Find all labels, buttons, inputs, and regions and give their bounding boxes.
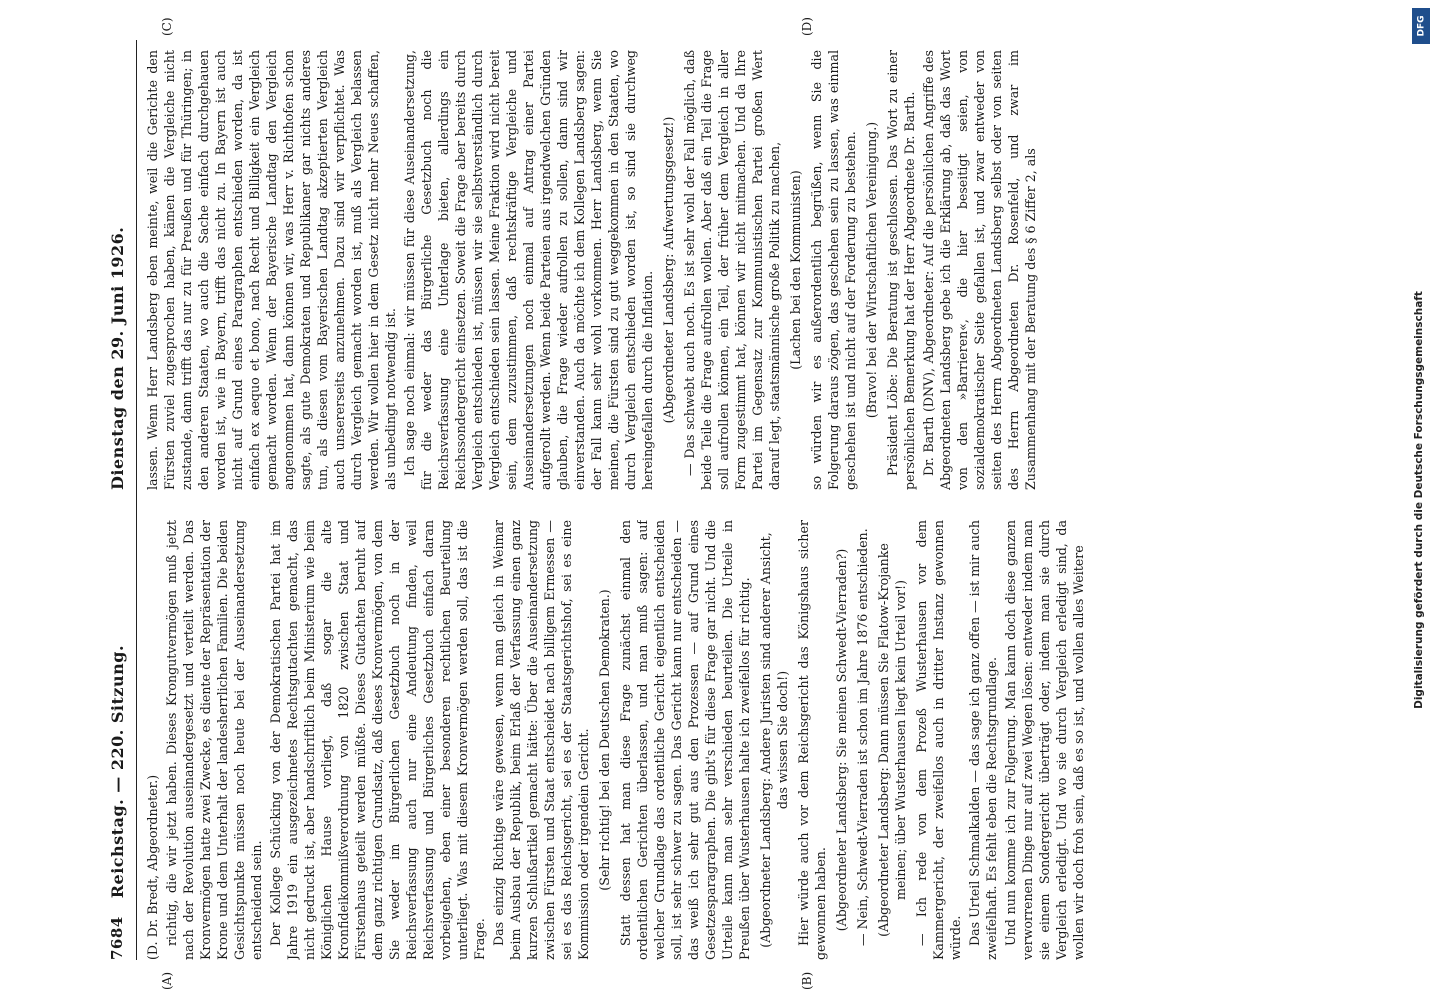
- page-content: [100, 17, 1400, 990]
- page-header: [100, 40, 137, 960]
- right-column: [144, 50, 1384, 490]
- paragraph: Statt dessen hat man diese Frage zunächst einmal den ordentlichen Gerichten überlassen, und man muß sagen: auf welcher Grundlage das ordentliche Gericht eigentlich entscheiden soll, ist sehr schwer zu sagen. Das Gericht kann nur entscheiden — das weiß ich sehr gut aus den Prozessen — auf Grund eines Gesetzesparagraphen. Die gibt's für diese Frage gar nicht. Und die Urteile kann man sehr verschieden beurteilen. Die Urteile in Preußen über Wusterhausen halte ich zweifellos für richtig.: [618, 520, 752, 960]
- digitization-note: [1408, 0, 1430, 1000]
- paragraph: Und nun komme ich zur Folgerung. Man kann doch diese ganzen verworrenen Dinge nur auf zwei Wegen lösen: entweder indem man sie einem Sondergericht überträgt oder, indem man sie durch Vergleich erledigt. Und wo sie durch Vergleich erledigt sind, da wollen wir doch froh sein, daß es so ist, und wollen alles Weitere: [1003, 520, 1086, 960]
- margin-marker-c: (C): [160, 17, 174, 36]
- interjection: (Abgeordneter Landsberg: Sie meinen Schwedt-Vierraden?): [834, 548, 849, 932]
- paragraph: Das einzig Richtige wäre gewesen, wenn man gleich in Weimar beim Ausbau der Republik, beim Erlaß der Verfassung einen ganz kurzen Schlußartikel gemacht hätte: Über die Auseinandersetzung zwischen Fürsten und Staat entscheidet nach billigem Ermessen — sei es das Reichsgericht, sei es der Staatsgerichtshof, sei es eine Kommission oder irgendein Gericht.: [491, 520, 591, 960]
- interjection: (Abgeordneter Landsberg: Andere Juristen sind anderer Ansicht, das wissen Sie doch!): [758, 532, 790, 948]
- rotated-page: [80, 0, 1420, 1000]
- header-left: [108, 530, 127, 960]
- interjection: (Lachen bei den Kommunisten): [788, 170, 803, 370]
- interjection: (Abgeordneter Landsberg: Dann müssen Sie Flatow-Krojanke meinen; über Wusterhausen liegt kein Urteil vor!): [876, 543, 908, 937]
- margin-marker-d: (D): [800, 17, 814, 36]
- paragraph: (D. Dr. Bredt, Abgeordneter.): [145, 774, 160, 960]
- paragraph: Ich sage noch einmal: wir müssen für diese Auseinandersetzung, für die weder das Bürgerliche Gesetzbuch noch die Reichsverfassung eine Unterlage bieten, allerdings ein Reichssondergericht einsetzen. Soweit die Frage aber bereits durch Vergleich entschieden ist, müssen wir sie selbstverständlich durch Vergleich entschieden sein lassen. Meine Fraktion wird nicht bereit sein, dem zuzustimmen, daß rechtskräftige Vergleiche und Auseinandersetzungen noch einmal auf Antrag einer Partei aufgerollt werden. Wenn beide Parteien aus irgendwelchen Gründen glauben, die Frage wieder aufrollen zu sollen, dann sind wir einverstanden. Auch da möchte ich dem Kollegen Landsberg sagen: der Fall kann sehr wohl vorkommen. Herr Landsberg, wenn Sie meinen, die Fürsten sind zu gut weggekommen in den Staaten, wo durch Vergleich entschieden worden ist, so sind sie durchweg hereingefallen durch die Inflation.: [402, 50, 655, 490]
- digitization-note-text: Digitalisierung gefördert durch die Deutsche Forschungsgemeinschaft: [1413, 291, 1425, 709]
- paragraph: Dr. Barth (DNV), Abgeordneter: Auf die persönlichen Angriffe des Abgeordneten Landsberg gebe ich die Erklärung ab, daß das Wort von den »Barrieren«, die hier beseitigt seien, von sozialdemokratischer Seite gefallen ist, und zwar entweder von seiten des Herrn Abgeordneten Landsberg selbst oder von seiten des Herrn Abgeordneten Dr. Rosenfeld, und zwar im Zusammenhang mit der Beratung des § 6 Ziffer 2, als: [921, 50, 1038, 490]
- interjection: (Sehr richtig! bei den Deutschen Demokraten.): [597, 589, 612, 891]
- margin-marker-a: (A): [160, 971, 174, 990]
- interjection: (Abgeordneter Landsberg: Aufwertungsgesetz!): [661, 116, 676, 424]
- left-column: [144, 520, 1384, 960]
- margin-marker-b: (B): [800, 971, 814, 990]
- paragraph: so würden wir es außerordentlich begrüßen, wenn Sie die Folgerung daraus zögen, das geschehen sein zu lassen, was einmal geschehen ist und nicht auf der Forderung zu bestehen.: [809, 50, 858, 490]
- page-number: 7684: [108, 916, 126, 960]
- interjection: (Bravo! bei der Wirtschaftlichen Vereinigung.): [864, 121, 879, 419]
- header-right-title: Dienstag den 29. Juni 1926.: [108, 226, 127, 490]
- paragraph: Hier würde auch vor dem Reichsgericht das Königshaus sicher gewonnen haben.: [796, 520, 828, 960]
- paragraph: Das Urteil Schmalkalden — das sage ich ganz offen — ist mir auch zweifelhaft. Es fehlt eben die Rechtsgrundlage.: [967, 520, 999, 960]
- header-left-title: Reichstag. — 220. Sitzung.: [108, 644, 127, 899]
- dfg-logo-text: DFG: [1416, 15, 1427, 37]
- paragraph: richtig, die wir jetzt haben. Dieses Krongutvermögen muß jetzt nach der Revolution auseinandergesetzt und verteilt werden. Das Kronvermögen hatte zwei Zwecke, es diente der Repräsentation der Krone und dem Unterhalt der landesherrlichen Familien. Die beiden Gesichtspunkte müssen noch heute bei der Auseinandersetzung entscheidend sein.: [164, 520, 264, 960]
- paragraph: Präsident Löbe: Die Beratung ist geschlossen. Das Wort zu einer persönlichen Bemerkung hat der Herr Abgeordnete Dr. Barth.: [885, 50, 917, 490]
- paragraph: — Ich rede von dem Prozeß Wusterhausen vor dem Kammergericht, der zweifellos auch in dritter Instanz gewonnen würde.: [914, 520, 963, 960]
- paragraph: lassen. Wenn Herr Landsberg eben meinte, weil die Gerichte den Fürsten zuviel zugesprochen haben, kämen die Vergleiche nicht zustande, dann trifft das nur zu für Preußen und für Thüringen; in den anderen Staaten, wo auch die Sache einfach durchgehauen worden ist, wie in Bayern, trifft das nicht zu. In Bayern ist auch nicht auf Grund eines Paragraphen entschieden worden, da ist einfach ex aequo et bono, nach Recht und Billigkeit ein Vergleich gemacht worden. Wenn der Bayerische Landtag den Vergleich angenommen hat, dann können wir, was Herr v. Richthofen schon sagte, als gute Demokraten und Republikaner gar nichts anderes tun, als diesen vom Bayerischen Landtag akzeptierten Vergleich auch unsererseits anzunehmen. Dazu sind wir verpflichtet. Was durch Vergleich gemacht worden ist, muß als Vergleich belassen werden. Wir wollen hier in dem Gesetz nicht mehr Neues schaffen, als unbedingt notwendig ist.: [145, 50, 398, 490]
- paragraph: — Nein, Schwedt-Vierraden ist schon im Jahre 1876 entschieden.: [855, 528, 870, 946]
- paragraph: Der Kollege Schücking von der Demokratischen Partei hat im Jahre 1919 ein ausgezeichnetes Rechtsgutachten gemacht, das nicht gedruckt ist, aber handschriftlich beim Ministerium wie beim Königlichen Hause vorliegt, daß sogar die alte Kronfideikommißverordnung von 1820 zwischen Staat und Fürstenhaus geteilt werden müßte. Dieses Gutachten beruht auf dem ganz richtigen Grundsatz, daß dieses Kronvermögen, von dem Sie weder im Bürgerlichen Gesetzbuch noch in der Reichsverfassung auch nur eine Andeutung finden, weil Reichsverfassung und Bürgerliches Gesetzbuch einfach daran vorbeigehen, eben einer besonderen rechtlichen Beurteilung unterliegt. Was mit diesem Kronvermögen werden soll, das ist die Frage.: [268, 520, 487, 960]
- paragraph: — Das schwebt auch noch. Es ist sehr wohl der Fall möglich, daß beide Teile die Frage aufrollen wollen. Aber daß ein Teil die Frage soll aufrollen können, ein Teil, der früher dem Vergleich in aller Form zugestimmt hat, können wir nicht mitmachen. Und da Ihre Partei im Gegensatz zur Kommunistischen Partei großen Wert darauf legt, staatsmännische große Politik zu machen,: [682, 50, 782, 490]
